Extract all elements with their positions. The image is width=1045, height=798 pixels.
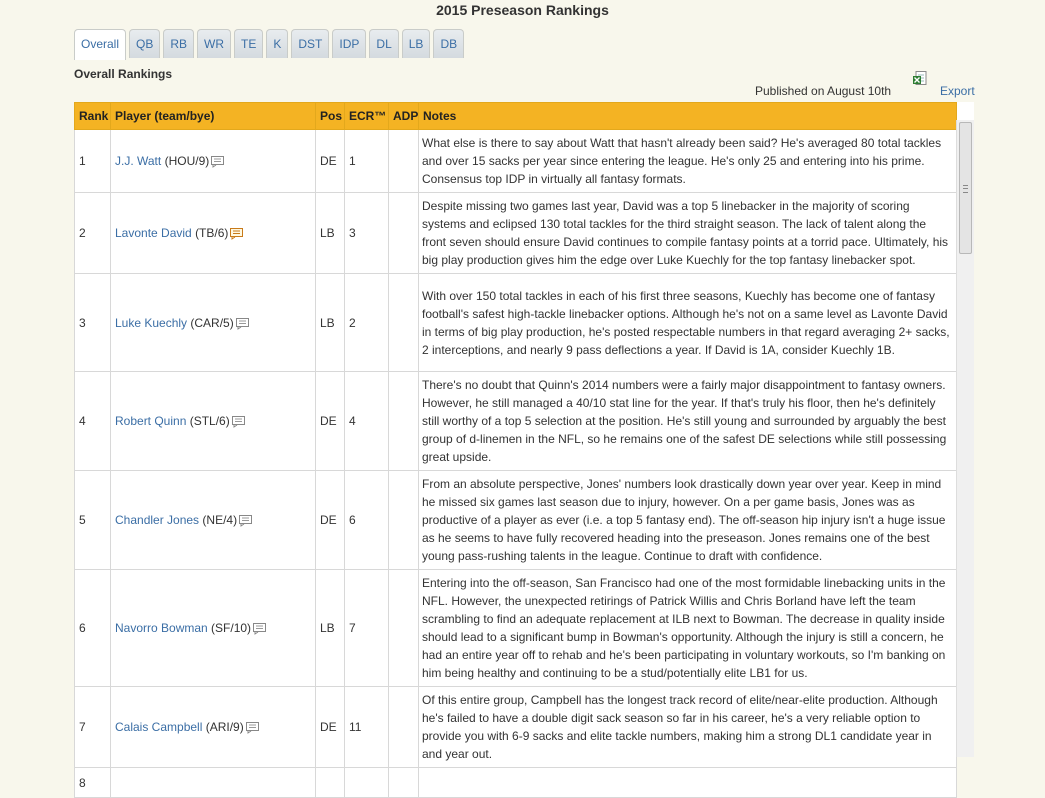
player-cell [111,372,316,471]
player-team-bye: (ARI/9) [205,720,244,734]
section-title: Overall Rankings [74,67,173,81]
excel-icon[interactable] [913,71,927,85]
pos-cell: LB [316,274,345,372]
player-link[interactable]: Robert Quinn [115,414,187,428]
table-row [75,570,957,687]
pos-cell: DE [316,130,345,193]
notes-cell: What else is there to say about Watt that hasn't already been said? He's averaged 80 total tackles and over 15 sacks per year since entering the league. He's only 25 and entering into his prime. Consensus top IDP in virtually all fantasy formats. [419,130,957,193]
pos-cell: DE [316,687,345,768]
header-ecr[interactable]: ECR™ [345,103,389,130]
tab-dl[interactable]: DL [369,29,398,58]
table-row [75,193,957,274]
player-team-bye: (NE/4) [202,513,238,527]
tab-qb[interactable]: QB [129,29,160,58]
notes-cell: Entering into the off-season, San Francisco had one of the most formidable linebacking units in the NFL. However, the unexpected retirings of Patrick Willis and Chris Borland have left the team scrambling to find an adequate replacement at ILB next to Bowman. The decrease in quality inside should lead to a significant bump in Bowman's opportunity. Although the injury is still a concern, he had an entire year off to rehab and he's been participating in voluntary workouts, so I'm banking on him being healthy and continuing to be a stud/potentially elite LB1 for us. [419,570,957,687]
table-row [75,768,957,798]
rank-cell: 8 [75,768,111,798]
ecr-cell: 11 [345,687,389,768]
tab-overall[interactable]: Overall [74,29,126,60]
tab-idp[interactable]: IDP [332,29,366,58]
rank-cell: 4 [75,372,111,471]
note-icon[interactable] [246,722,260,733]
header-notes: Notes [419,103,957,130]
tab-te[interactable]: TE [234,29,263,58]
export-link[interactable]: Export [940,84,975,98]
tab-wr[interactable]: WR [197,29,231,58]
adp-cell [389,471,419,570]
player-team-bye: (CAR/5) [190,315,234,330]
rank-cell: 2 [75,193,111,274]
player-team-bye: (STL/6) [189,414,230,428]
ecr-cell: 1 [345,130,389,193]
note-icon[interactable] [239,515,253,526]
player-cell [111,570,316,687]
player-link[interactable]: Navorro Bowman [115,621,208,635]
player-cell [111,687,316,768]
table-row [75,372,957,471]
tab-dst[interactable]: DST [291,29,329,58]
header-adp[interactable]: ADP [389,103,419,130]
adp-cell [389,687,419,768]
note-icon[interactable] [253,623,267,634]
pos-cell: DE [316,471,345,570]
player-team-bye: (HOU/9) [164,154,210,168]
pos-cell: DE [316,372,345,471]
player-team-bye: (SF/10) [211,621,252,635]
adp-cell [389,570,419,687]
player-cell [111,768,316,798]
player-link[interactable]: Lavonte David [115,226,192,240]
rank-cell: 1 [75,130,111,193]
note-icon[interactable] [211,156,225,167]
rank-cell: 7 [75,687,111,768]
ecr-cell: 3 [345,193,389,274]
notes-cell [419,768,957,798]
notes-cell: Despite missing two games last year, David was a top 5 linebacker in the majority of scoring systems and eclipsed 130 total tackles for the third straight season. The lack of talent along the front seven should ensure David continues to compile fantasy points at a torrid pace. Ultimately, his big play production gives him the edge over Luke Kuechly for the top fantasy linebacker spot. [419,193,957,274]
table-row [75,130,957,193]
adp-cell [389,768,419,798]
ecr-cell: 2 [345,274,389,372]
adp-cell [389,372,419,471]
ecr-cell: 7 [345,570,389,687]
pos-cell [316,768,345,798]
ecr-cell [345,768,389,798]
note-icon[interactable] [236,318,250,329]
pos-cell: LB [316,570,345,687]
player-cell [111,274,316,372]
tab-k[interactable]: K [266,29,288,58]
player-cell [111,130,316,193]
notes-cell: With over 150 total tackles in each of his first three seasons, Kuechly has become one of fantasy football's safest high-tackle linebacker options. Although he's not on a same level as Lavonte David in terms of big play production, he's posted respectable numbers in that regard averaging 2+ sacks, 2 interceptions, and nearly 9 pass deflections a year. If David is 1A, consider Kuechly 1B. [419,274,957,372]
adp-cell [389,274,419,372]
pos-cell: LB [316,193,345,274]
player-link[interactable]: Luke Kuechly [115,315,188,330]
note-icon[interactable] [230,228,244,239]
note-icon[interactable] [232,416,246,427]
notes-cell: From an absolute perspective, Jones' numbers look drastically down year over year. Keep in mind he missed six games last season due to injury, however. On a per game basis, Jones was as productive of a player as ever (i.e. a top 5 fantasy end). The off-season hip injury isn't a huge issue as he seems to have fully recovered heading into the preseason. Jones remains one of the best young pass-rushing talents in the league. Continue to draft with confidence. [419,471,957,570]
table-row [75,274,957,372]
adp-cell [389,130,419,193]
player-link[interactable]: J.J. Watt [115,154,162,168]
player-link[interactable]: Chandler Jones [115,513,200,527]
table-row [75,687,957,768]
notes-cell: Of this entire group, Campbell has the longest track record of elite/near-elite production. Although he's failed to have a double digit sack season so far in his career, he's a very reliable option to provide you with 6-9 sacks and elite tackle numbers, making him a strong DL1 candidate year in and year out. [419,687,957,768]
header-player[interactable]: Player (team/bye) [111,103,316,130]
scrollbar-thumb[interactable] [959,122,972,254]
page-title: 2015 Preseason Rankings [436,2,609,18]
notes-cell: There's no doubt that Quinn's 2014 numbers were a fairly major disappointment to fantasy owners. However, he still managed a 40/10 stat line for the year. If that's truly his floor, then he's definitely still worthy of a top 5 selection at the position. He's still young and surrounded by arguably the best group of d-linemen in the NFL, so he remains one of the safest DE selections while still possessing great upside. [419,372,957,471]
published-date: Published on August 10th [755,84,892,98]
rank-cell: 5 [75,471,111,570]
tab-rb[interactable]: RB [163,29,194,58]
tab-db[interactable]: DB [433,29,464,58]
rankings-table-container [74,102,974,790]
rankings-table [74,102,957,798]
player-cell [111,471,316,570]
position-tabs [74,29,464,59]
table-row [75,471,957,570]
rank-cell: 3 [75,274,111,372]
rank-cell: 6 [75,570,111,687]
adp-cell [389,193,419,274]
player-link[interactable]: Calais Campbell [115,720,203,734]
player-cell [111,193,316,274]
header-pos[interactable]: Pos [316,103,345,130]
player-team-bye: (TB/6) [195,226,229,240]
tab-lb[interactable]: LB [402,29,431,58]
table-scrollbar[interactable] [956,120,974,757]
table-header-row [75,103,957,130]
ecr-cell: 4 [345,372,389,471]
header-rank[interactable]: Rank [75,103,111,130]
ecr-cell: 6 [345,471,389,570]
